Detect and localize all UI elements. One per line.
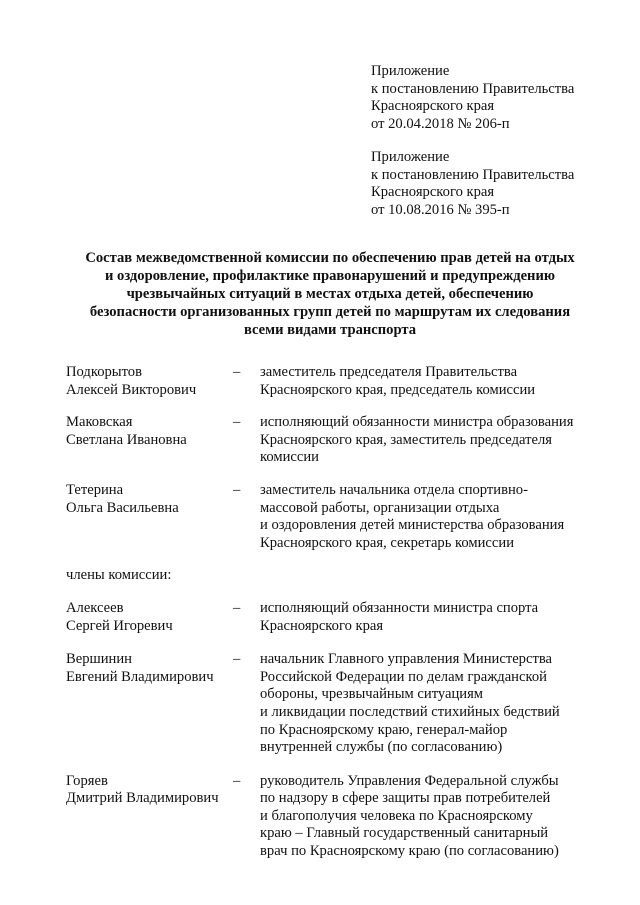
appendix-line: к постановлению Правительства [371,166,575,183]
dash-separator: – [233,772,241,789]
members-heading: члены комиссии: [66,567,172,584]
member-name: Подкорытов Алексей Викторович [66,364,197,398]
member-name: Алексеев Сергей Игоревич [66,599,173,634]
title-line: чрезвычайных ситуаций в местах отдыха детей, обеспечению [126,286,534,302]
title-line: безопасности организованных групп детей по маршрутам их следования [89,304,571,320]
document-title [60,249,600,339]
dash-separator: – [233,481,241,498]
member-row [66,773,596,861]
member-position: исполняющий обязанности министра спорта Красноярского края [260,599,539,634]
dash-separator: – [233,364,241,380]
member-row [66,651,596,757]
member-name: Маковская Светлана Ивановна [66,414,187,448]
dash-separator: – [233,599,241,616]
appendix-line: Приложение [371,63,450,79]
member-row [66,482,596,552]
commission-list [66,364,596,861]
appendix-line: от 20.04.2018 № 206-п [371,115,510,132]
member-name: Вершинин Евгений Владимирович [66,651,214,685]
member-position: начальник Главного управления Министерства Российской Федерации по делам гражданской обороны, чрезвычайным ситуациям и ликвидации последствий стихийных бедствий по Красноярскому краю, генерал-майор внутренней службы (по согласованию) [260,651,560,756]
member-position: заместитель начальника отдела спортивно- массовой работы, организации отдыха и оздоровления детей министерства образования Красноярского края, секретарь комиссии [260,481,565,551]
appendix-line: Красноярского края [371,98,495,115]
appendix-line: Приложение [371,149,450,165]
appendix-line: от 10.08.2016 № 395-п [371,201,510,218]
dash-separator: – [233,651,241,668]
title-line: и оздоровление, профилактике правонарушений и предупреждению [104,268,556,284]
member-position: заместитель председателя Правительства Красноярского края, председатель комиссии [260,364,536,398]
member-position: руководитель Управления Федеральной службы по надзору в сфере защиты прав потребителей и благополучия человека по Красноярскому краю – Главный государственный санитарный врач по Красноярскому краю (по согласованию) [260,772,559,860]
appendix-header-current [371,63,631,133]
title-line: всеми видами транспорта [243,322,417,338]
member-row [66,364,596,399]
appendix-header-original [371,149,631,219]
title-line: Состав межведомственной комиссии по обеспечению прав детей на отдых [85,250,575,266]
member-position: исполняющий обязанности министра образования Красноярского края, заместитель председателя комиссии [260,414,574,466]
appendix-line: Красноярского края [371,184,495,201]
dash-separator: – [233,414,241,431]
member-row [66,600,596,635]
member-name: Тетерина Ольга Васильевна [66,481,179,516]
member-name: Горяев Дмитрий Владимирович [66,772,219,807]
member-row [66,414,596,467]
appendix-line: к постановлению Правительства [371,80,575,97]
